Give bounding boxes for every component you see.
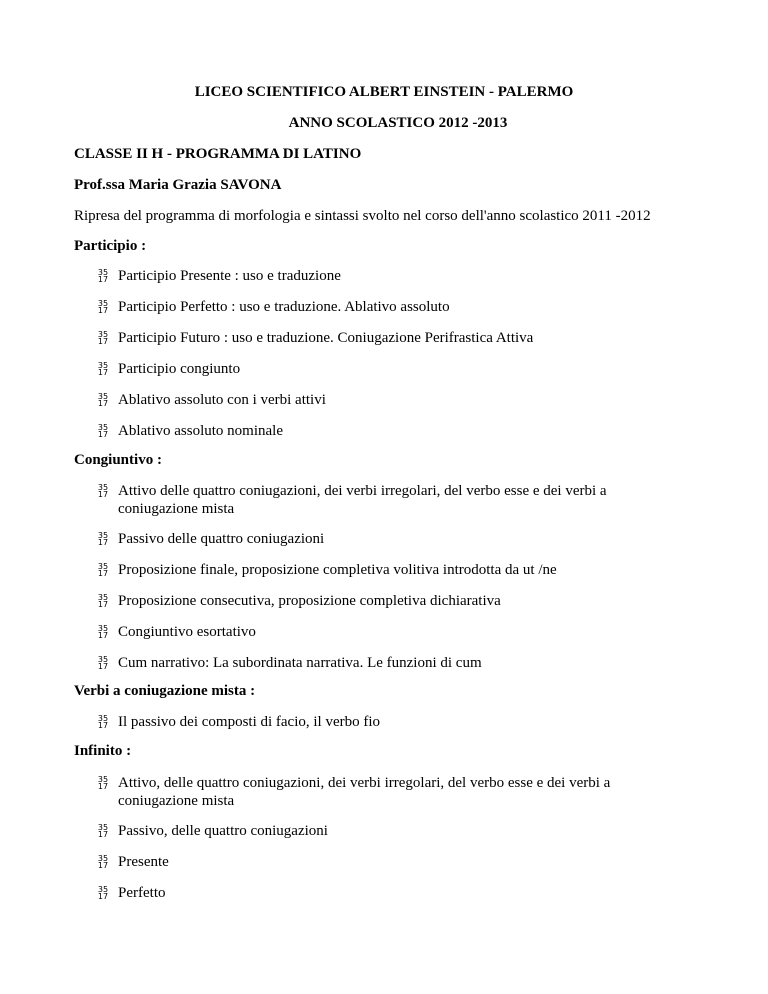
section-heading-infinito: Infinito :	[74, 743, 132, 759]
bullet-icon: 35 17	[97, 483, 109, 499]
school-year: ANNO SCOLASTICO 2012 -2013	[288, 115, 508, 131]
list-item-text: Proposizione consecutiva, proposizione completiva dichiarativa	[118, 593, 501, 609]
bullet-icon: 35 17	[97, 823, 109, 839]
bullet-icon: 35 17	[97, 361, 109, 377]
bullet-icon: 35 17	[97, 392, 109, 408]
bullet-icon: 35 17	[97, 714, 109, 730]
bullet-icon: 35 17	[97, 885, 109, 901]
list-item-text: Participio Presente : uso e traduzione	[118, 268, 341, 284]
teacher-name: Prof.ssa Maria Grazia SAVONA	[74, 177, 282, 193]
list-item-text: Congiuntivo esortativo	[118, 624, 256, 640]
bullet-icon: 35 17	[97, 775, 109, 791]
list-item-text: Attivo delle quattro coniugazioni, dei verbi irregolari, del verbo esse e dei verbi a coniugazione mista	[118, 483, 607, 517]
list-item-text: Attivo, delle quattro coniugazioni, dei verbi irregolari, del verbo esse e dei verbi a coniugazione mista	[118, 775, 611, 809]
bullet-icon: 35 17	[97, 593, 109, 609]
bullet-icon: 35 17	[97, 655, 109, 671]
bullet-icon: 35 17	[97, 268, 109, 284]
bullet-icon: 35 17	[97, 854, 109, 870]
list-item-text: Perfetto	[118, 885, 166, 901]
bullet-icon: 35 17	[97, 624, 109, 640]
list-item-text: Il passivo dei composti di facio, il verbo fio	[118, 714, 381, 730]
list-item-text: Proposizione finale, proposizione completiva volitiva introdotta da ut /ne	[118, 562, 557, 578]
list-item-text: Cum narrativo: La subordinata narrativa. Le funzioni di cum	[118, 655, 482, 671]
class-program-heading: CLASSE II H - PROGRAMMA DI LATINO	[74, 146, 362, 162]
list-item-text: Ablativo assoluto nominale	[118, 423, 283, 439]
intro-text: Ripresa del programma di morfologia e sintassi svolto nel corso dell'anno scolastico 2011 -2012	[74, 208, 651, 224]
section-heading-participio: Participio :	[74, 238, 147, 254]
list-item-text: Ablativo assoluto con i verbi attivi	[118, 392, 326, 408]
section-heading-congiuntivo: Congiuntivo :	[74, 452, 162, 468]
bullet-icon: 35 17	[97, 562, 109, 578]
bullet-icon: 35 17	[97, 531, 109, 547]
list-item-text: Participio Futuro : uso e traduzione. Coniugazione Perifrastica Attiva	[118, 330, 534, 346]
list-item-text: Passivo, delle quattro coniugazioni	[118, 823, 328, 839]
list-item-text: Presente	[118, 854, 169, 870]
bullet-icon: 35 17	[97, 299, 109, 315]
bullet-icon: 35 17	[97, 330, 109, 346]
list-item-text: Participio congiunto	[118, 361, 241, 377]
school-title: LICEO SCIENTIFICO ALBERT EINSTEIN - PALERMO	[194, 84, 574, 100]
list-item-text: Participio Perfetto : uso e traduzione. Ablativo assoluto	[118, 299, 450, 315]
list-item-text: Passivo delle quattro coniugazioni	[118, 531, 325, 547]
bullet-icon: 35 17	[97, 423, 109, 439]
section-heading-verbi-mista: Verbi a coniugazione mista :	[74, 683, 256, 699]
